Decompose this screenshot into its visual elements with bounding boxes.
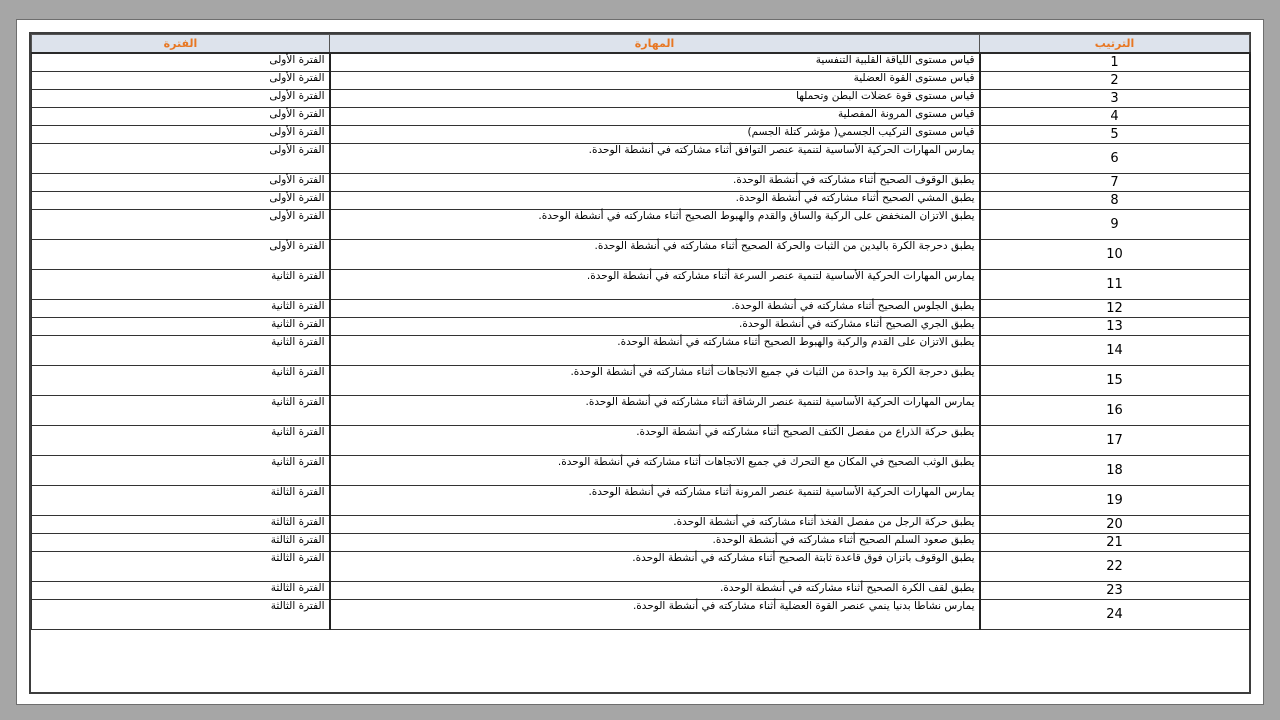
row-skill: يمارس المهارات الحركية الأساسية لتنمية عنصر المرونة أثناء مشاركته في أنشطة الوحدة. bbox=[330, 486, 980, 516]
table-row bbox=[32, 174, 1250, 192]
table-container bbox=[29, 32, 1251, 694]
row-number: 2 bbox=[980, 72, 1250, 90]
row-period: الفترة الأولى bbox=[32, 192, 330, 210]
table-row bbox=[32, 486, 1250, 516]
row-skill: قياس مستوى المرونة المفصلية bbox=[330, 108, 980, 126]
table-row bbox=[32, 426, 1250, 456]
page-frame bbox=[16, 19, 1264, 705]
row-number: 23 bbox=[980, 582, 1250, 600]
table-row bbox=[32, 53, 1250, 72]
row-number: 21 bbox=[980, 534, 1250, 552]
table-header-row bbox=[32, 35, 1250, 54]
table-row bbox=[32, 240, 1250, 270]
table-row bbox=[32, 126, 1250, 144]
table-row bbox=[32, 72, 1250, 90]
row-skill: يطبق لقف الكرة الصحيح أثناء مشاركته في أنشطة الوحدة. bbox=[330, 582, 980, 600]
row-period: الفترة الأولى bbox=[32, 90, 330, 108]
row-skill: يمارس نشاطا بدنيا ينمي عنصر القوة العضلية أثناء مشاركته في أنشطة الوحدة. bbox=[330, 600, 980, 630]
row-skill: يطبق صعود السلم الصحيح أثناء مشاركته في أنشطة الوحدة. bbox=[330, 534, 980, 552]
row-skill: يطبق الوقوف الصحيح أثناء مشاركته في أنشطة الوحدة. bbox=[330, 174, 980, 192]
row-skill: قياس مستوى التركيب الجسمي( مؤشر كتلة الجسم) bbox=[330, 126, 980, 144]
table-row bbox=[32, 516, 1250, 534]
row-period: الفترة الأولى bbox=[32, 53, 330, 72]
row-number: 14 bbox=[980, 336, 1250, 366]
table-row bbox=[32, 144, 1250, 174]
row-period: الفترة الثالثة bbox=[32, 534, 330, 552]
row-number: 19 bbox=[980, 486, 1250, 516]
table-row bbox=[32, 300, 1250, 318]
row-period: الفترة الأولى bbox=[32, 210, 330, 240]
row-number: 10 bbox=[980, 240, 1250, 270]
row-skill: يطبق الاتزان المنخفض على الركبة والساق والقدم والهبوط الصحيح أثناء مشاركته في أنشطة الوحدة. bbox=[330, 210, 980, 240]
row-number: 15 bbox=[980, 366, 1250, 396]
row-number: 16 bbox=[980, 396, 1250, 426]
row-skill: يطبق الاتزان على القدم والركبة والهبوط الصحيح أثناء مشاركته في أنشطة الوحدة. bbox=[330, 336, 980, 366]
row-skill: يطبق الجلوس الصحيح أثناء مشاركته في أنشطة الوحدة. bbox=[330, 300, 980, 318]
row-skill: يمارس المهارات الحركية الأساسية لتنمية عنصر الرشاقة أثناء مشاركته في أنشطة الوحدة. bbox=[330, 396, 980, 426]
row-number: 1 bbox=[980, 53, 1250, 72]
row-skill: يطبق الوقوف باتزان فوق قاعدة ثابتة الصحيح أثناء مشاركته في أنشطة الوحدة. bbox=[330, 552, 980, 582]
row-number: 6 bbox=[980, 144, 1250, 174]
row-skill: يطبق دحرجة الكرة باليدين من الثبات والحركة الصحيح أثناء مشاركته في أنشطة الوحدة. bbox=[330, 240, 980, 270]
row-skill: قياس مستوى اللياقة القلبية التنفسية bbox=[330, 53, 980, 72]
row-skill: قياس مستوى القوة العضلية bbox=[330, 72, 980, 90]
row-number: 5 bbox=[980, 126, 1250, 144]
table-row bbox=[32, 582, 1250, 600]
row-number: 20 bbox=[980, 516, 1250, 534]
row-period: الفترة الأولى bbox=[32, 108, 330, 126]
header-period: الفترة bbox=[32, 35, 330, 54]
table-row bbox=[32, 318, 1250, 336]
row-number: 11 bbox=[980, 270, 1250, 300]
row-period: الفترة الثانية bbox=[32, 426, 330, 456]
row-skill: يطبق دحرجة الكرة بيد واحدة من الثبات في جميع الاتجاهات أثناء مشاركته في أنشطة الوحدة. bbox=[330, 366, 980, 396]
row-period: الفترة الثانية bbox=[32, 300, 330, 318]
table-body bbox=[32, 53, 1250, 630]
row-number: 9 bbox=[980, 210, 1250, 240]
table-row bbox=[32, 552, 1250, 582]
row-period: الفترة الثانية bbox=[32, 366, 330, 396]
row-period: الفترة الأولى bbox=[32, 174, 330, 192]
table-row bbox=[32, 336, 1250, 366]
row-period: الفترة الثانية bbox=[32, 456, 330, 486]
row-period: الفترة الثالثة bbox=[32, 486, 330, 516]
row-number: 7 bbox=[980, 174, 1250, 192]
row-period: الفترة الثالثة bbox=[32, 582, 330, 600]
row-skill: يطبق الوثب الصحيح في المكان مع التحرك في جميع الاتجاهات أثناء مشاركته في أنشطة الوحدة. bbox=[330, 456, 980, 486]
row-period: الفترة الثانية bbox=[32, 318, 330, 336]
row-period: الفترة الثالثة bbox=[32, 600, 330, 630]
row-number: 12 bbox=[980, 300, 1250, 318]
row-period: الفترة الأولى bbox=[32, 240, 330, 270]
row-number: 17 bbox=[980, 426, 1250, 456]
row-skill: يمارس المهارات الحركية الأساسية لتنمية عنصر السرعة أثناء مشاركته في أنشطة الوحدة. bbox=[330, 270, 980, 300]
table-row bbox=[32, 456, 1250, 486]
table-row bbox=[32, 366, 1250, 396]
row-number: 8 bbox=[980, 192, 1250, 210]
row-skill: قياس مستوى قوة عضلات البطن وتحملها bbox=[330, 90, 980, 108]
row-period: الفترة الثانية bbox=[32, 270, 330, 300]
table-row bbox=[32, 210, 1250, 240]
row-period: الفترة الأولى bbox=[32, 126, 330, 144]
table-row bbox=[32, 270, 1250, 300]
row-number: 3 bbox=[980, 90, 1250, 108]
header-number: الترتيب bbox=[980, 35, 1250, 54]
row-number: 4 bbox=[980, 108, 1250, 126]
row-number: 13 bbox=[980, 318, 1250, 336]
table-row bbox=[32, 534, 1250, 552]
row-skill: يطبق حركة الذراع من مفصل الكتف الصحيح أثناء مشاركته في أنشطة الوحدة. bbox=[330, 426, 980, 456]
row-skill: يطبق المشي الصحيح أثناء مشاركته في أنشطة الوحدة. bbox=[330, 192, 980, 210]
row-skill: يطبق الجري الصحيح أثناء مشاركته في أنشطة الوحدة. bbox=[330, 318, 980, 336]
table-row bbox=[32, 396, 1250, 426]
table-row bbox=[32, 108, 1250, 126]
row-period: الفترة الأولى bbox=[32, 144, 330, 174]
row-period: الفترة الثالثة bbox=[32, 552, 330, 582]
header-skill: المهارة bbox=[330, 35, 980, 54]
table-row bbox=[32, 600, 1250, 630]
table-row bbox=[32, 90, 1250, 108]
row-number: 24 bbox=[980, 600, 1250, 630]
row-period: الفترة الأولى bbox=[32, 72, 330, 90]
row-number: 18 bbox=[980, 456, 1250, 486]
row-period: الفترة الثانية bbox=[32, 336, 330, 366]
table-row bbox=[32, 192, 1250, 210]
skills-table bbox=[31, 34, 1251, 630]
row-period: الفترة الثالثة bbox=[32, 516, 330, 534]
row-period: الفترة الثانية bbox=[32, 396, 330, 426]
row-skill: يطبق حركة الرجل من مفصل الفخذ أثناء مشاركته في أنشطة الوحدة. bbox=[330, 516, 980, 534]
row-skill: يمارس المهارات الحركية الأساسية لتنمية عنصر التوافق أثناء مشاركته في أنشطة الوحدة. bbox=[330, 144, 980, 174]
row-number: 22 bbox=[980, 552, 1250, 582]
